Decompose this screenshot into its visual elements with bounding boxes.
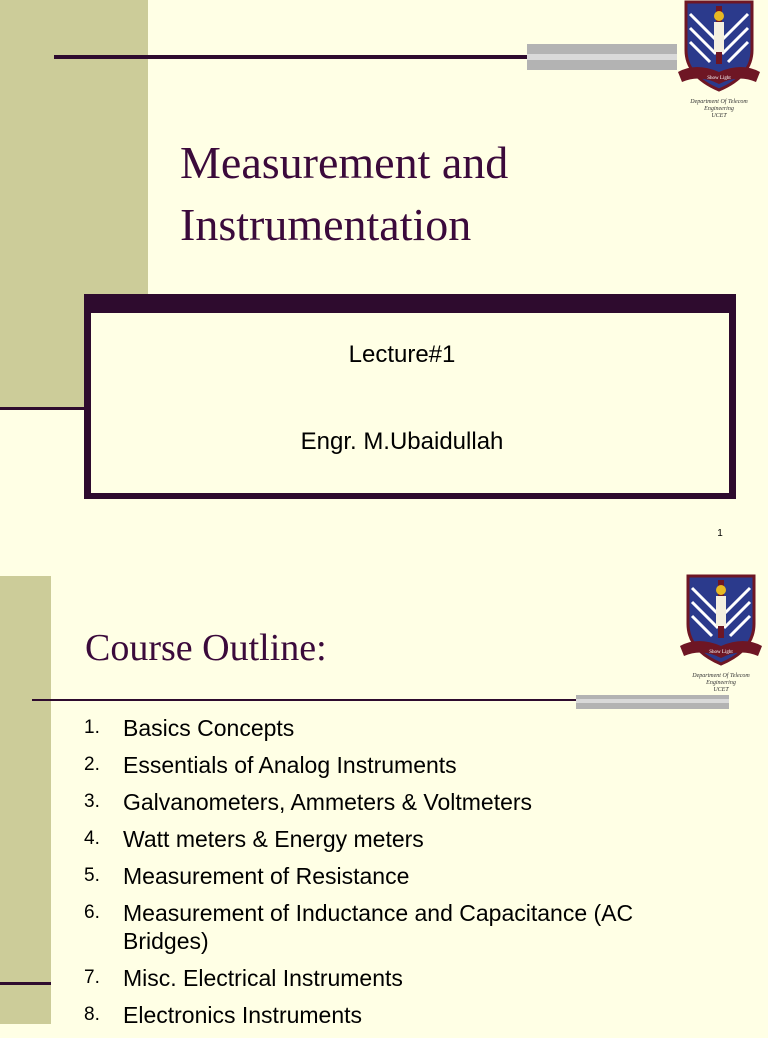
logo-motto: Show Light	[707, 76, 731, 81]
list-item-text: Misc. Electrical Instruments	[123, 965, 403, 991]
slide-title: Course Outline:	[85, 627, 327, 669]
list-item-text: Electronics Instruments	[123, 1002, 363, 1028]
list-item-number: 1.	[84, 717, 100, 738]
list-item	[84, 964, 724, 992]
university-logo	[678, 574, 764, 694]
title-rule	[32, 699, 652, 701]
list-item-text: Basics Concepts	[123, 715, 295, 741]
logo-caption-line1: Department Of Telecom Engineering	[690, 99, 748, 112]
list-item-number: 7.	[84, 967, 100, 988]
top-rule	[54, 55, 534, 59]
list-item	[84, 714, 724, 742]
list-item-number: 4.	[84, 828, 100, 849]
crest-icon	[676, 0, 762, 94]
sidebar-accent-line	[0, 407, 84, 410]
list-item-text: Galvanometers, Ammeters & Voltmeters	[123, 789, 533, 815]
list-item	[84, 751, 724, 779]
list-item	[84, 899, 724, 955]
logo-caption-line2: UCET	[711, 113, 727, 119]
university-logo	[676, 0, 762, 120]
page-number: 1	[717, 528, 723, 539]
list-item-text: Essentials of Analog Instruments	[123, 752, 457, 778]
slide-title-line2: Instrumentation	[180, 199, 472, 250]
list-item	[84, 862, 724, 890]
list-item-number: 6.	[84, 902, 100, 923]
list-item	[84, 825, 724, 853]
list-item-number: 3.	[84, 791, 100, 812]
list-item	[84, 788, 724, 816]
lecture-label: Lecture#1	[348, 341, 456, 368]
course-outline-slide	[0, 560, 768, 1028]
crest-icon	[678, 574, 764, 668]
list-item-text: Measurement of Inductance and Capacitance (AC Bridges)	[123, 900, 634, 954]
list-item-text: Measurement of Resistance	[123, 863, 410, 889]
grey-accent-bar-highlight	[527, 54, 677, 60]
logo-caption-line2: UCET	[713, 687, 729, 693]
author-name: Engr. M.Ubaidullah	[300, 428, 504, 455]
slide-title-line1: Measurement and	[180, 137, 509, 188]
slide-title	[180, 132, 660, 256]
logo-motto: Show Light	[709, 650, 733, 655]
list-item-number: 8.	[84, 1004, 100, 1025]
list-item	[84, 1001, 724, 1029]
subtitle-box	[91, 313, 729, 493]
list-item-number: 5.	[84, 865, 100, 886]
outline-list	[84, 714, 724, 1038]
grey-accent-bar-highlight	[576, 699, 729, 703]
sidebar-band	[0, 576, 51, 1024]
list-item-number: 2.	[84, 754, 100, 775]
logo-caption-line1: Department Of Telecom Engineering	[692, 673, 750, 686]
sidebar-accent-line	[0, 982, 51, 985]
list-item-text: Watt meters & Energy meters	[123, 826, 424, 852]
